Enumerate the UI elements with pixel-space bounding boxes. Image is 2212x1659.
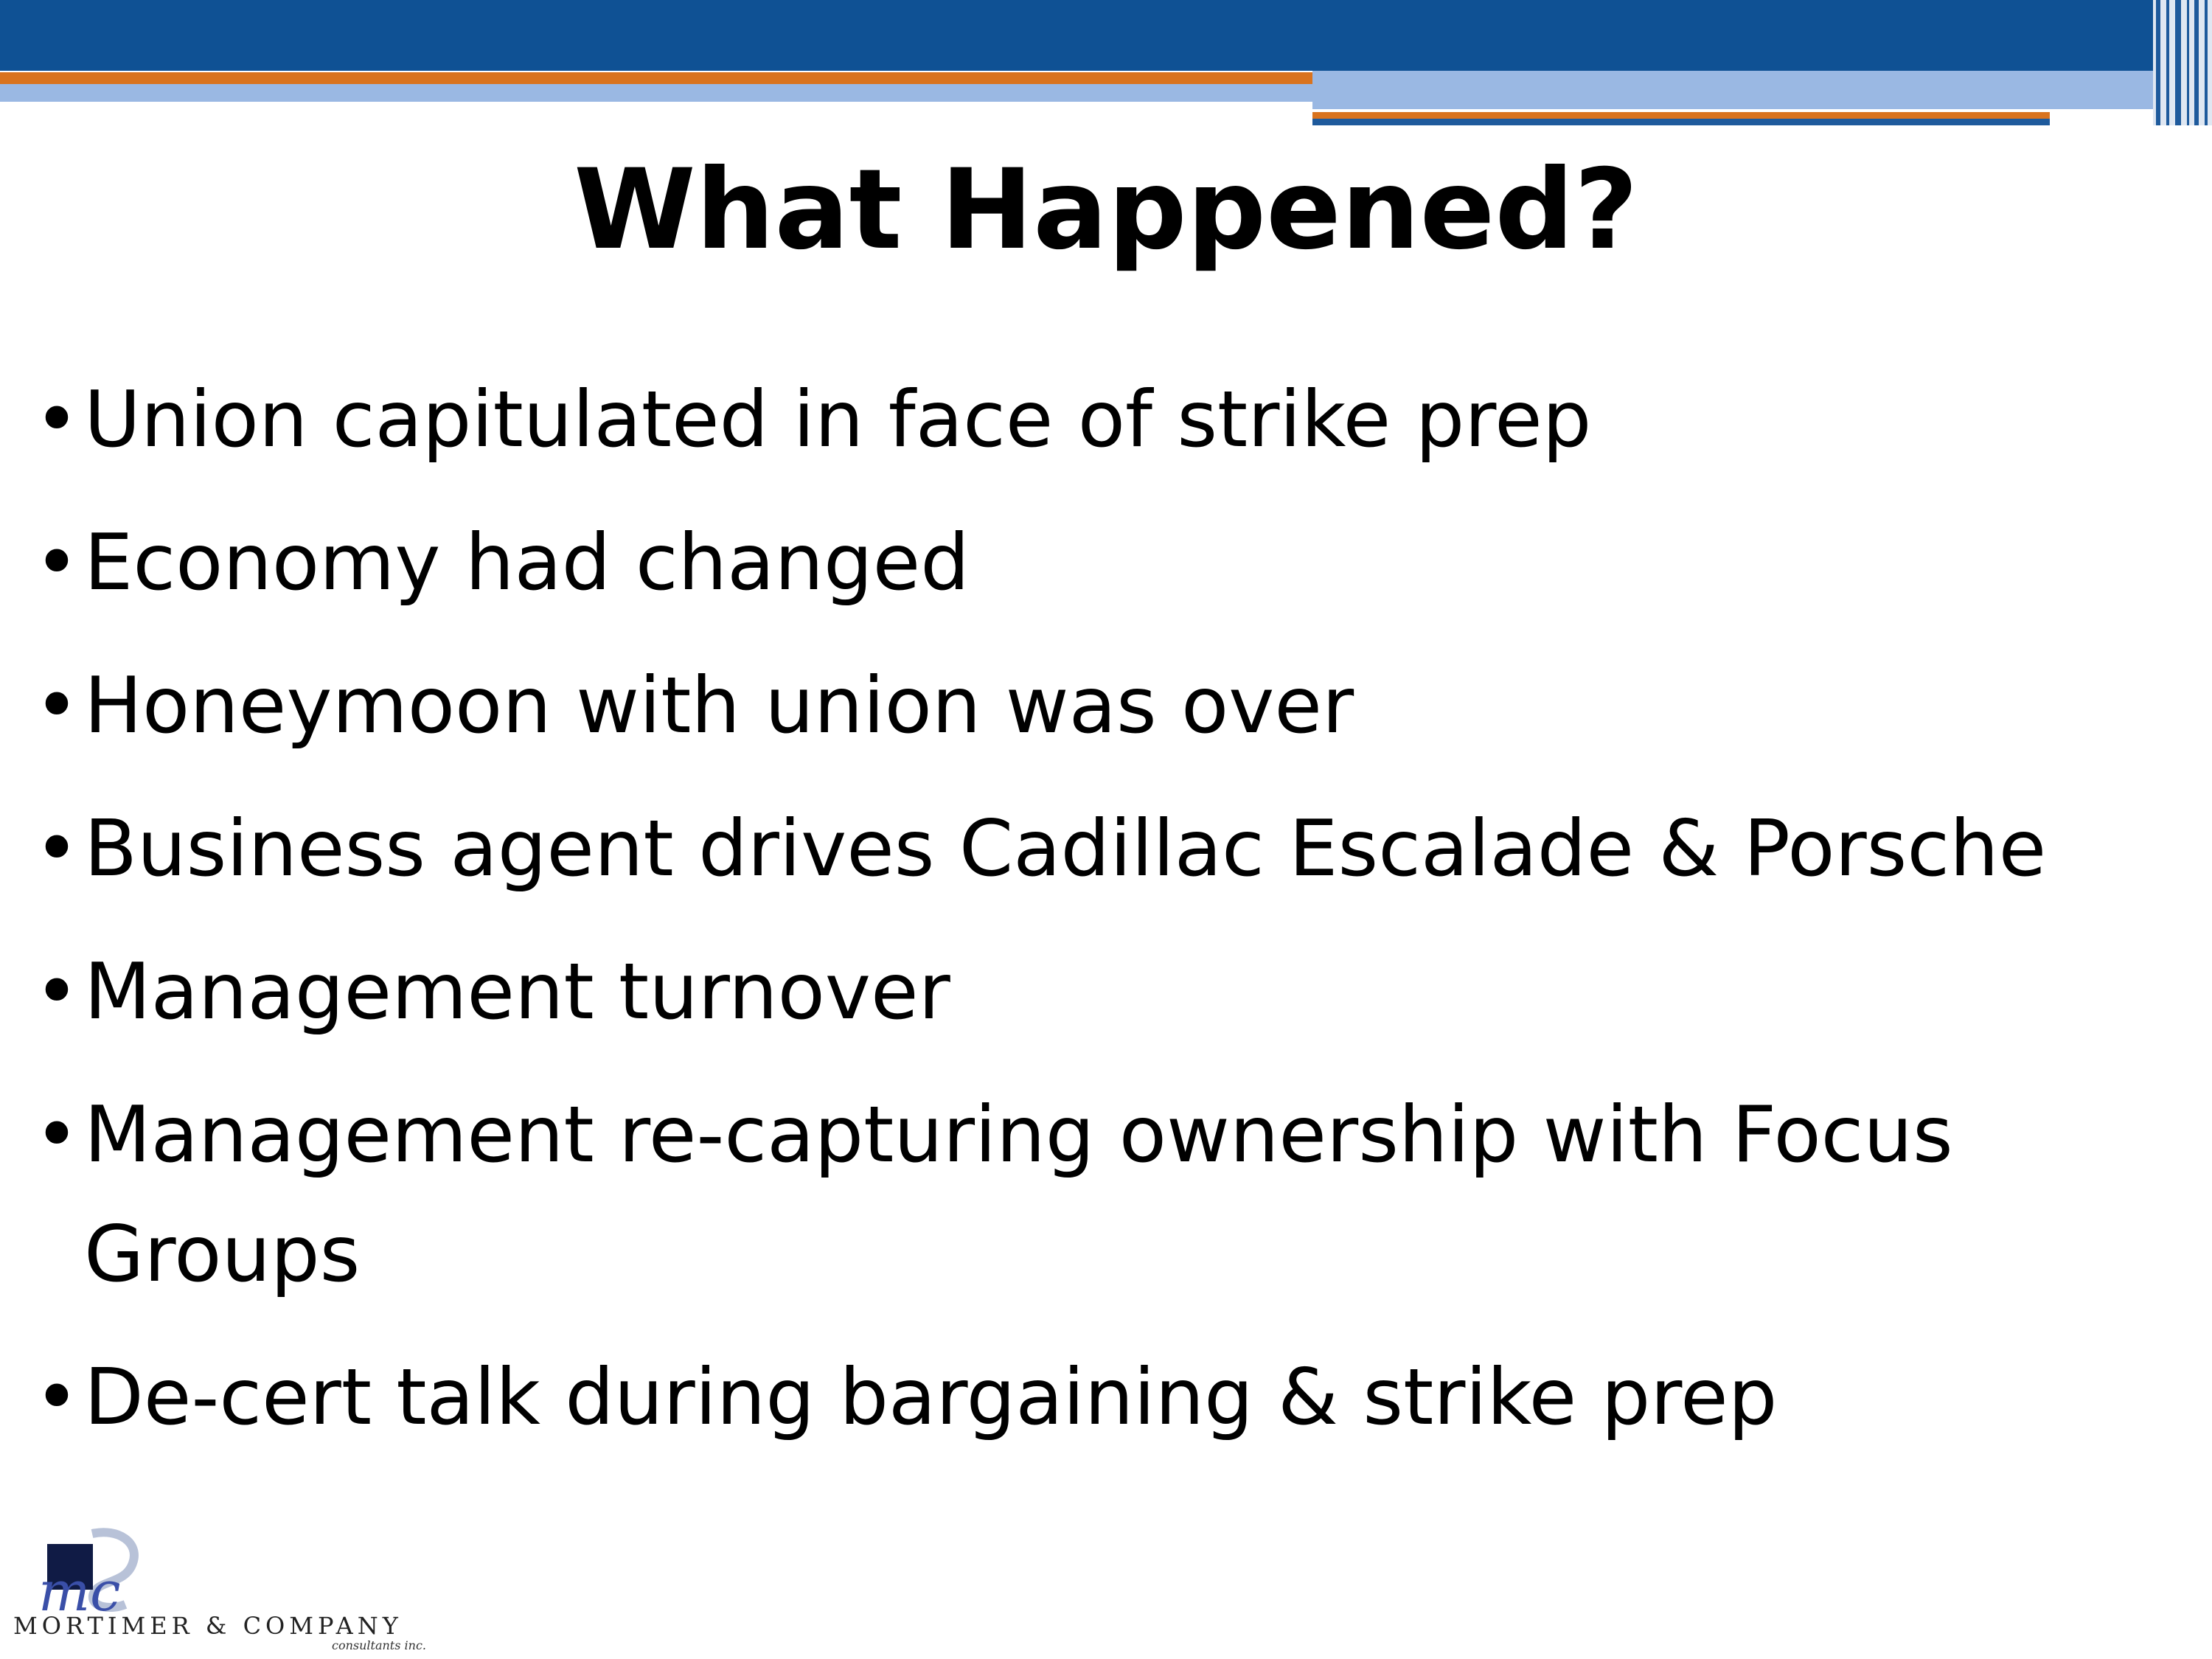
bullet-item — [34, 1338, 2172, 1457]
bullet-dot-icon: • — [34, 947, 80, 1037]
bullet-item — [34, 1075, 2075, 1314]
header-banner — [0, 0, 2153, 71]
bullet-text: Business agent drives Cadillac Escalade & Porsche — [84, 804, 2047, 894]
logo-monogram: mc — [38, 1560, 121, 1616]
header-accent-orange — [0, 72, 1312, 84]
logo-tagline: consultants inc. — [332, 1638, 426, 1652]
bullet-dot-icon: • — [34, 518, 80, 608]
bullet-dot-icon: • — [34, 1090, 80, 1180]
header-accent-right-light — [1312, 71, 2153, 109]
bullet-text: Management turnover — [84, 947, 950, 1037]
bullet-dot-icon: • — [34, 375, 80, 465]
bullet-dot-icon: • — [34, 1352, 80, 1442]
header-accent-right-orange — [1312, 112, 2050, 119]
company-logo — [13, 1528, 456, 1653]
bullet-item — [34, 503, 2172, 622]
header-accent-right-blue — [1312, 119, 2050, 125]
bullet-item — [34, 360, 2172, 479]
bullet-item — [34, 646, 2172, 765]
bullet-item — [34, 932, 2172, 1051]
bullet-text: Honeymoon with union was over — [84, 661, 1354, 751]
logo-company-name: MORTIMER & COMPANY — [13, 1612, 403, 1640]
bullet-dot-icon: • — [34, 661, 80, 751]
logo-mark-icon — [22, 1528, 147, 1616]
bullet-text: Economy had changed — [84, 518, 970, 608]
bullet-item — [34, 789, 2172, 908]
header-stripes — [2153, 0, 2212, 125]
bullet-text: Union capitulated in face of strike prep — [84, 375, 1592, 465]
bullet-text: Management re-capturing ownership with Focus Groups — [84, 1090, 1953, 1299]
slide-title: What Happened? — [574, 146, 1638, 274]
header-accent-light — [0, 84, 1312, 102]
bullet-dot-icon: • — [34, 804, 80, 894]
bullet-list — [34, 360, 2172, 1481]
bullet-text: De-cert talk during bargaining & strike prep — [84, 1352, 1778, 1442]
